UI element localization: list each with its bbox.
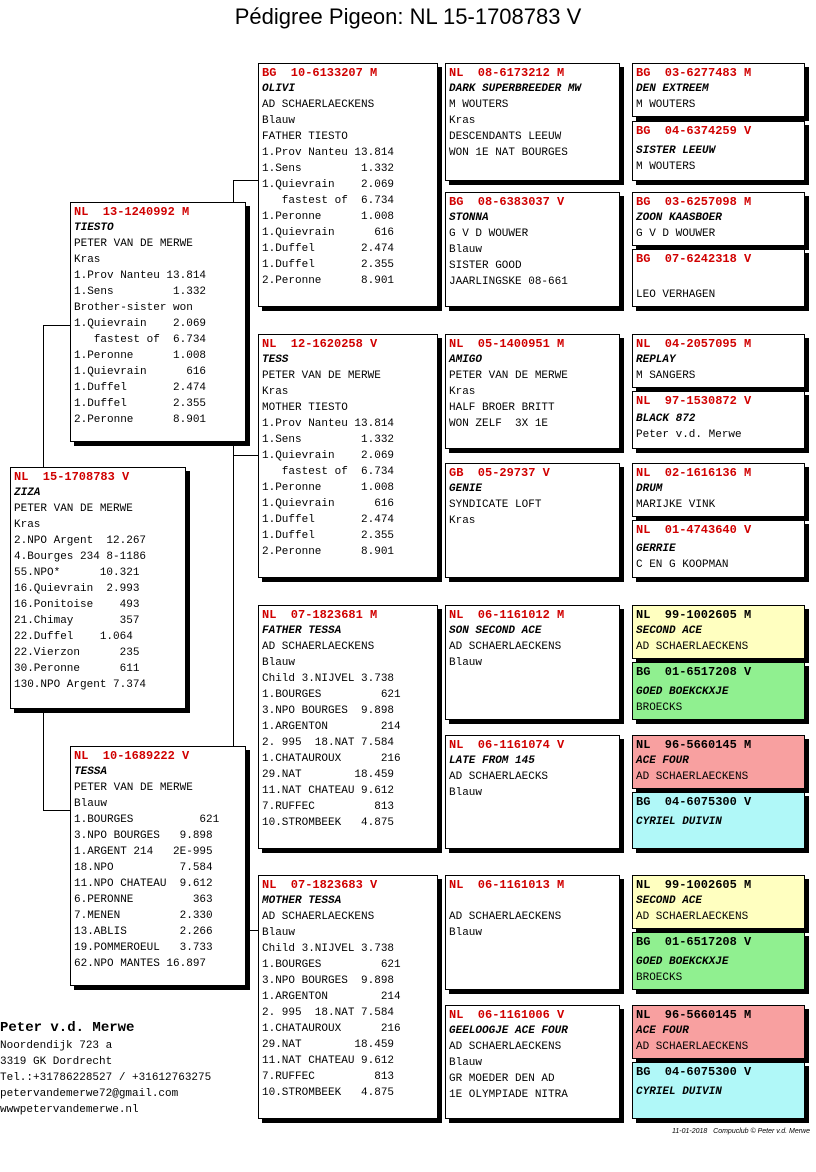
result-line: 18.NPO 7.584 [74,862,213,874]
breeder-email[interactable]: petervandemerwe72@gmail.com [0,1088,179,1100]
result-line: 1.BOURGES 621 [262,959,401,971]
results [449,258,616,290]
pigeon-color: Blauw [449,787,483,799]
pigeon-owner: AD SCHAERLAECKENS [636,911,749,923]
result-line: 1.BOURGES 621 [262,689,401,701]
ring-number: NL 01-4743640 V [636,523,752,537]
result-line: 1.Duffel 2.474 [74,382,207,394]
result-line: 16.Quievrain 2.993 [14,583,140,595]
result-line: FATHER TIESTO [262,131,348,143]
pigeon-name: FATHER TESSA [262,625,342,637]
pigeon-owner: PETER VAN DE MERWE [449,370,568,382]
pigeon-card-grandparent [258,875,438,1119]
breeder-city: 3319 GK Dordrecht [0,1056,113,1068]
results [262,129,434,289]
result-line: 1.Sens 1.332 [74,286,207,298]
result-line: fastest of 6.734 [262,195,395,207]
result-line: 55.NPO* 10.321 [14,567,140,579]
pigeon-name: STONNA [449,212,489,224]
pigeon-card-gen4 [445,875,620,990]
pigeon-owner: AD SCHAERLAECKENS [449,1041,562,1053]
pigeon-color: Kras [262,386,289,398]
pigeon-owner: AD SCHAERLAECKENS [636,1041,749,1053]
pigeon-name: MOTHER TESSA [262,895,342,907]
pigeon-owner: MARIJKE VINK [636,499,716,511]
result-line: 1.Quievrain 616 [262,498,395,510]
pigeon-name: BLACK 872 [636,413,696,425]
pigeon-color: Kras [449,115,476,127]
ring-number: BG 03-6257098 M [636,195,752,209]
ring-number: NL 15-1708783 V [14,470,130,484]
results [262,941,434,1101]
breeder-address: Noordendijk 723 a [0,1040,113,1052]
ring-number: NL 06-1161013 M [449,878,565,892]
result-line: 7.RUFFEC 813 [262,1071,395,1083]
ring-number: BG 08-6383037 V [449,195,565,209]
pigeon-card-father [70,202,246,442]
results [14,533,182,693]
pigeon-color: Blauw [449,927,483,939]
result-line: 1.Quievrain 2.069 [262,179,395,191]
pigeon-card-gen5 [632,1062,805,1119]
pigeon-color: Blauw [262,927,296,939]
result-line: SISTER GOOD [449,260,522,272]
result-line: 1.Sens 1.332 [262,434,395,446]
pigeon-name: CYRIEL DUIVIN [636,1086,722,1098]
result-line: 3.NPO BOURGES 9.898 [262,975,395,987]
pigeon-name: SECOND ACE [636,625,703,637]
pigeon-owner: AD SCHAERLAECKS [449,771,549,783]
pigeon-name: DARK SUPERBREEDER MW [449,83,582,95]
pigeon-name: LATE FROM 145 [449,755,535,767]
result-line: WON ZELF 3X 1E [449,418,549,430]
pigeon-card-gen5 [632,334,805,388]
results [449,1071,616,1103]
result-line: 1.Quievrain 616 [74,366,207,378]
ring-number: NL 05-1400951 M [449,337,565,351]
pigeon-owner: AD SCHAERLAECKENS [636,771,749,783]
pigeon-card-gen5 [632,520,805,578]
result-line: 30.Peronne 611 [14,663,140,675]
pigeon-name: GOED BOEKCKXJE [636,686,729,698]
pigeon-card-gen5 [632,391,805,449]
ring-number: NL 99-1002605 M [636,878,752,892]
ring-number: GB 05-29737 V [449,466,550,480]
result-line: 1.CHATAUROUX 216 [262,1023,401,1035]
result-line: 1.Prov Nanteu 13.814 [262,418,395,430]
result-line: 10.STROMBEEK 4.875 [262,1087,395,1099]
pigeon-name: ACE FOUR [636,755,689,767]
pigeon-card-gen5 [632,463,805,517]
result-line: 1.Duffel 2.474 [262,514,395,526]
result-line: Brother-sister won [74,302,193,314]
pigeon-name: SON SECOND ACE [449,625,542,637]
pigeon-name: REPLAY [636,354,676,366]
pigeon-owner: LEO VERHAGEN [636,289,716,301]
ring-number: NL 13-1240992 M [74,205,190,219]
pigeon-name: SECOND ACE [636,895,703,907]
pigeon-owner: M WOUTERS [636,99,696,111]
pigeon-card-gen4 [445,735,620,849]
result-line: 21.Chimay 357 [14,615,140,627]
breeder-phone: Tel.:+31786228527 / +31612763275 [0,1072,212,1084]
pigeon-card-grandparent [258,605,438,849]
connector [233,180,259,181]
pigeon-card-gen5 [632,792,805,849]
ring-number: NL 06-1161006 V [449,1008,565,1022]
ring-number: NL 06-1161012 M [449,608,565,622]
pigeon-name: SISTER LEEUW [636,145,716,157]
breeder-website[interactable]: wwwpetervandemerwe.nl [0,1104,139,1116]
pigeon-color: Kras [449,386,476,398]
pigeon-name: ZOON KAASBOER [636,212,722,224]
results [449,129,616,161]
pigeon-card-gen4 [445,192,620,307]
result-line: Child 3.NIJVEL 3.738 [262,943,395,955]
pigeon-name: TIESTO [74,222,114,234]
ring-number: NL 02-1616136 M [636,466,752,480]
pigeon-owner: Peter v.d. Merwe [636,429,742,441]
pigeon-name: DEN EXTREEM [636,83,709,95]
results [262,671,434,831]
results [449,400,616,432]
result-line: 2. 995 18.NAT 7.584 [262,1007,395,1019]
result-line: 1.Prov Nanteu 13.814 [262,147,395,159]
result-line: 1.Duffel 2.355 [262,259,395,271]
connector [43,810,71,811]
result-line: 3.NPO BOURGES 9.898 [262,705,395,717]
result-line: 11.NAT CHATEAU 9.612 [262,1055,395,1067]
pigeon-card-gen5 [632,63,805,117]
result-line: 130.NPO Argent 7.374 [14,679,147,691]
pigeon-owner: AD SCHAERLAECKENS [262,911,375,923]
pigeon-owner: C EN G KOOPMAN [636,559,729,571]
result-line: 2.Peronne 8.901 [262,546,395,558]
ring-number: NL 99-1002605 M [636,608,752,622]
pigeon-name: TESSA [74,766,108,778]
pigeon-card-gen5 [632,192,805,246]
pigeon-card-gen4 [445,334,620,449]
pigeon-card-gen5 [632,121,805,181]
pigeon-name: TESS [262,354,289,366]
pigeon-owner: PETER VAN DE MERWE [74,238,193,250]
ring-number: NL 07-1823683 V [262,878,378,892]
result-line: 10.STROMBEEK 4.875 [262,817,395,829]
ring-number: BG 07-6242318 V [636,252,752,266]
result-line: 1.Sens 1.332 [262,163,395,175]
ring-number: BG 04-6374259 V [636,124,752,138]
result-line: WON 1E NAT BOURGES [449,147,568,159]
pigeon-card-gen4 [445,463,620,578]
ring-number: NL 12-1620258 V [262,337,378,351]
result-line: 7.RUFFEC 813 [262,801,395,813]
result-line: 29.NAT 18.459 [262,769,395,781]
result-line: 1.Quievrain 2.069 [74,318,207,330]
pigeon-owner: AD SCHAERLAECKENS [636,641,749,653]
pigeon-name [636,267,801,287]
pigeon-color: Blauw [449,657,483,669]
pigeon-owner: BROECKS [636,972,683,984]
result-line: fastest of 6.734 [74,334,207,346]
pigeon-owner: PETER VAN DE MERWE [14,503,133,515]
pigeon-card-gen5 [632,662,805,720]
pigeon-color: Blauw [262,115,296,127]
pigeon-color: Kras [449,515,476,527]
pigeon-name: DRUM [636,483,663,495]
results [74,812,242,972]
result-line: 13.ABLIS 2.266 [74,926,213,938]
result-line: 7.MENEN 2.330 [74,910,213,922]
result-line: 62.NPO MANTES 16.897 [74,958,207,970]
pigeon-card-gen4 [445,1005,620,1119]
result-line: 1.Prov Nanteu 13.814 [74,270,207,282]
pigeon-name: CYRIEL DUIVIN [636,816,722,828]
result-line: 1.Quievrain 2.069 [262,450,395,462]
result-line: 1.Peronne 1.008 [262,482,395,494]
pigeon-card-grandparent [258,63,438,307]
result-line: HALF BROER BRITT [449,402,555,414]
footer-credit: 11-01-2018 Compuclub © Peter v.d. Merwe [672,1128,810,1135]
pigeon-name: GERRIE [636,543,676,555]
pigeon-color: Blauw [262,657,296,669]
pigeon-card-subject [10,467,186,709]
result-line: 2.Peronne 8.901 [262,275,395,287]
result-line: GR MOEDER DEN AD [449,1073,555,1085]
pigeon-owner: M WOUTERS [449,99,509,111]
pigeon-owner: G V D WOUWER [636,228,716,240]
pigeon-owner: AD SCHAERLAECKENS [449,911,562,923]
pigeon-owner: SYNDICATE LOFT [449,499,542,511]
ring-number: NL 97-1530872 V [636,394,752,408]
ring-number: NL 96-5660145 M [636,1008,752,1022]
result-line: MOTHER TIESTO [262,402,348,414]
result-line: 16.Ponitoise 493 [14,599,140,611]
ring-number: NL 08-6173212 M [449,66,565,80]
pigeon-name [449,893,616,909]
page-title: Pédigree Pigeon: NL 15-1708783 V [234,4,582,29]
result-line: 1.ARGENTON 214 [262,721,401,733]
pigeon-owner: G V D WOUWER [449,228,529,240]
connector [43,710,44,810]
result-line: 1.Duffel 2.355 [262,530,395,542]
result-line: 1.Peronne 1.008 [262,211,395,223]
ring-number: NL 10-1689222 V [74,749,190,763]
pigeon-owner: PETER VAN DE MERWE [74,782,193,794]
results [262,400,434,560]
pigeon-name: OLIVI [262,83,296,95]
result-line: 11.NAT CHATEAU 9.612 [262,785,395,797]
pigeon-card-gen5 [632,932,805,990]
ring-number: NL 96-5660145 M [636,738,752,752]
result-line: 22.Vierzon 235 [14,647,140,659]
pigeon-card-gen5 [632,1005,805,1059]
pigeon-card-gen5 [632,249,805,307]
connector [233,455,259,456]
pigeon-name: ACE FOUR [636,1025,689,1037]
result-line: 6.PERONNE 363 [74,894,213,906]
pigeon-owner: AD SCHAERLAECKENS [449,641,562,653]
result-line: 22.Duffel 1.064 [14,631,133,643]
result-line: 1.Duffel 2.474 [262,243,395,255]
pigeon-card-gen4 [445,605,620,720]
pigeon-owner: BROECKS [636,702,683,714]
pigeon-card-grandparent [258,334,438,578]
pigeon-card-mother [70,746,246,986]
pigeon-color: Blauw [449,244,483,256]
ring-number: BG 04-6075300 V [636,1065,752,1079]
result-line: 1E OLYMPIADE NITRA [449,1089,568,1101]
pigeon-color: Blauw [74,798,108,810]
result-line: 2.Peronne 8.901 [74,414,207,426]
result-line: 1.Peronne 1.008 [74,350,207,362]
pigeon-card-gen5 [632,605,805,659]
result-line: 1.ARGENT 214 2E-995 [74,846,213,858]
ring-number: BG 01-6517208 V [636,665,752,679]
result-line: 1.ARGENTON 214 [262,991,401,1003]
pigeon-color: Kras [14,519,41,531]
pigeon-name: AMIGO [449,354,483,366]
pigeon-owner: M WOUTERS [636,161,696,173]
result-line: 1.Quievrain 616 [262,227,395,239]
result-line: 4.Bourges 234 8-1186 [14,551,147,563]
result-line: JAARLINGSKE 08-661 [449,276,568,288]
pigeon-owner: PETER VAN DE MERWE [262,370,381,382]
result-line: 19.POMMEROEUL 3.733 [74,942,213,954]
result-line: 11.NPO CHATEAU 9.612 [74,878,213,890]
pigeon-color: Kras [74,254,101,266]
result-line: 2. 995 18.NAT 7.584 [262,737,395,749]
ring-number: BG 01-6517208 V [636,935,752,949]
result-line: fastest of 6.734 [262,466,395,478]
pigeon-name: GENIE [449,483,483,495]
pigeon-owner: AD SCHAERLAECKENS [262,641,375,653]
pigeon-card-gen5 [632,735,805,789]
result-line: Child 3.NIJVEL 3.738 [262,673,395,685]
breeder-name: Peter v.d. Merwe [0,1020,135,1036]
result-line: 3.NPO BOURGES 9.898 [74,830,213,842]
pigeon-owner: M SANGERS [636,370,696,382]
result-line: 29.NAT 18.459 [262,1039,395,1051]
ring-number: NL 07-1823681 M [262,608,378,622]
result-line: 1.Duffel 2.355 [74,398,207,410]
result-line: 2.NPO Argent 12.267 [14,535,147,547]
result-line: 1.BOURGES 621 [74,814,220,826]
ring-number: BG 03-6277483 M [636,66,752,80]
ring-number: NL 06-1161074 V [449,738,565,752]
connector [43,325,71,326]
pigeon-name: ZIZA [14,487,41,499]
result-line: 1.CHATAUROUX 216 [262,753,401,765]
connector [43,325,44,470]
pigeon-name: GOED BOEKCKXJE [636,956,729,968]
pigeon-card-gen4 [445,63,620,181]
ring-number: NL 04-2057095 M [636,337,752,351]
pigeon-card-gen5 [632,875,805,929]
pigeon-name: GEELOOGJE ACE FOUR [449,1025,568,1037]
pigeon-owner: AD SCHAERLAECKENS [262,99,375,111]
ring-number: BG 10-6133207 M [262,66,378,80]
results [74,268,242,428]
result-line: DESCENDANTS LEEUW [449,131,562,143]
pigeon-color: Blauw [449,1057,483,1069]
breeder-info [0,1018,211,1118]
ring-number: BG 04-6075300 V [636,795,752,809]
